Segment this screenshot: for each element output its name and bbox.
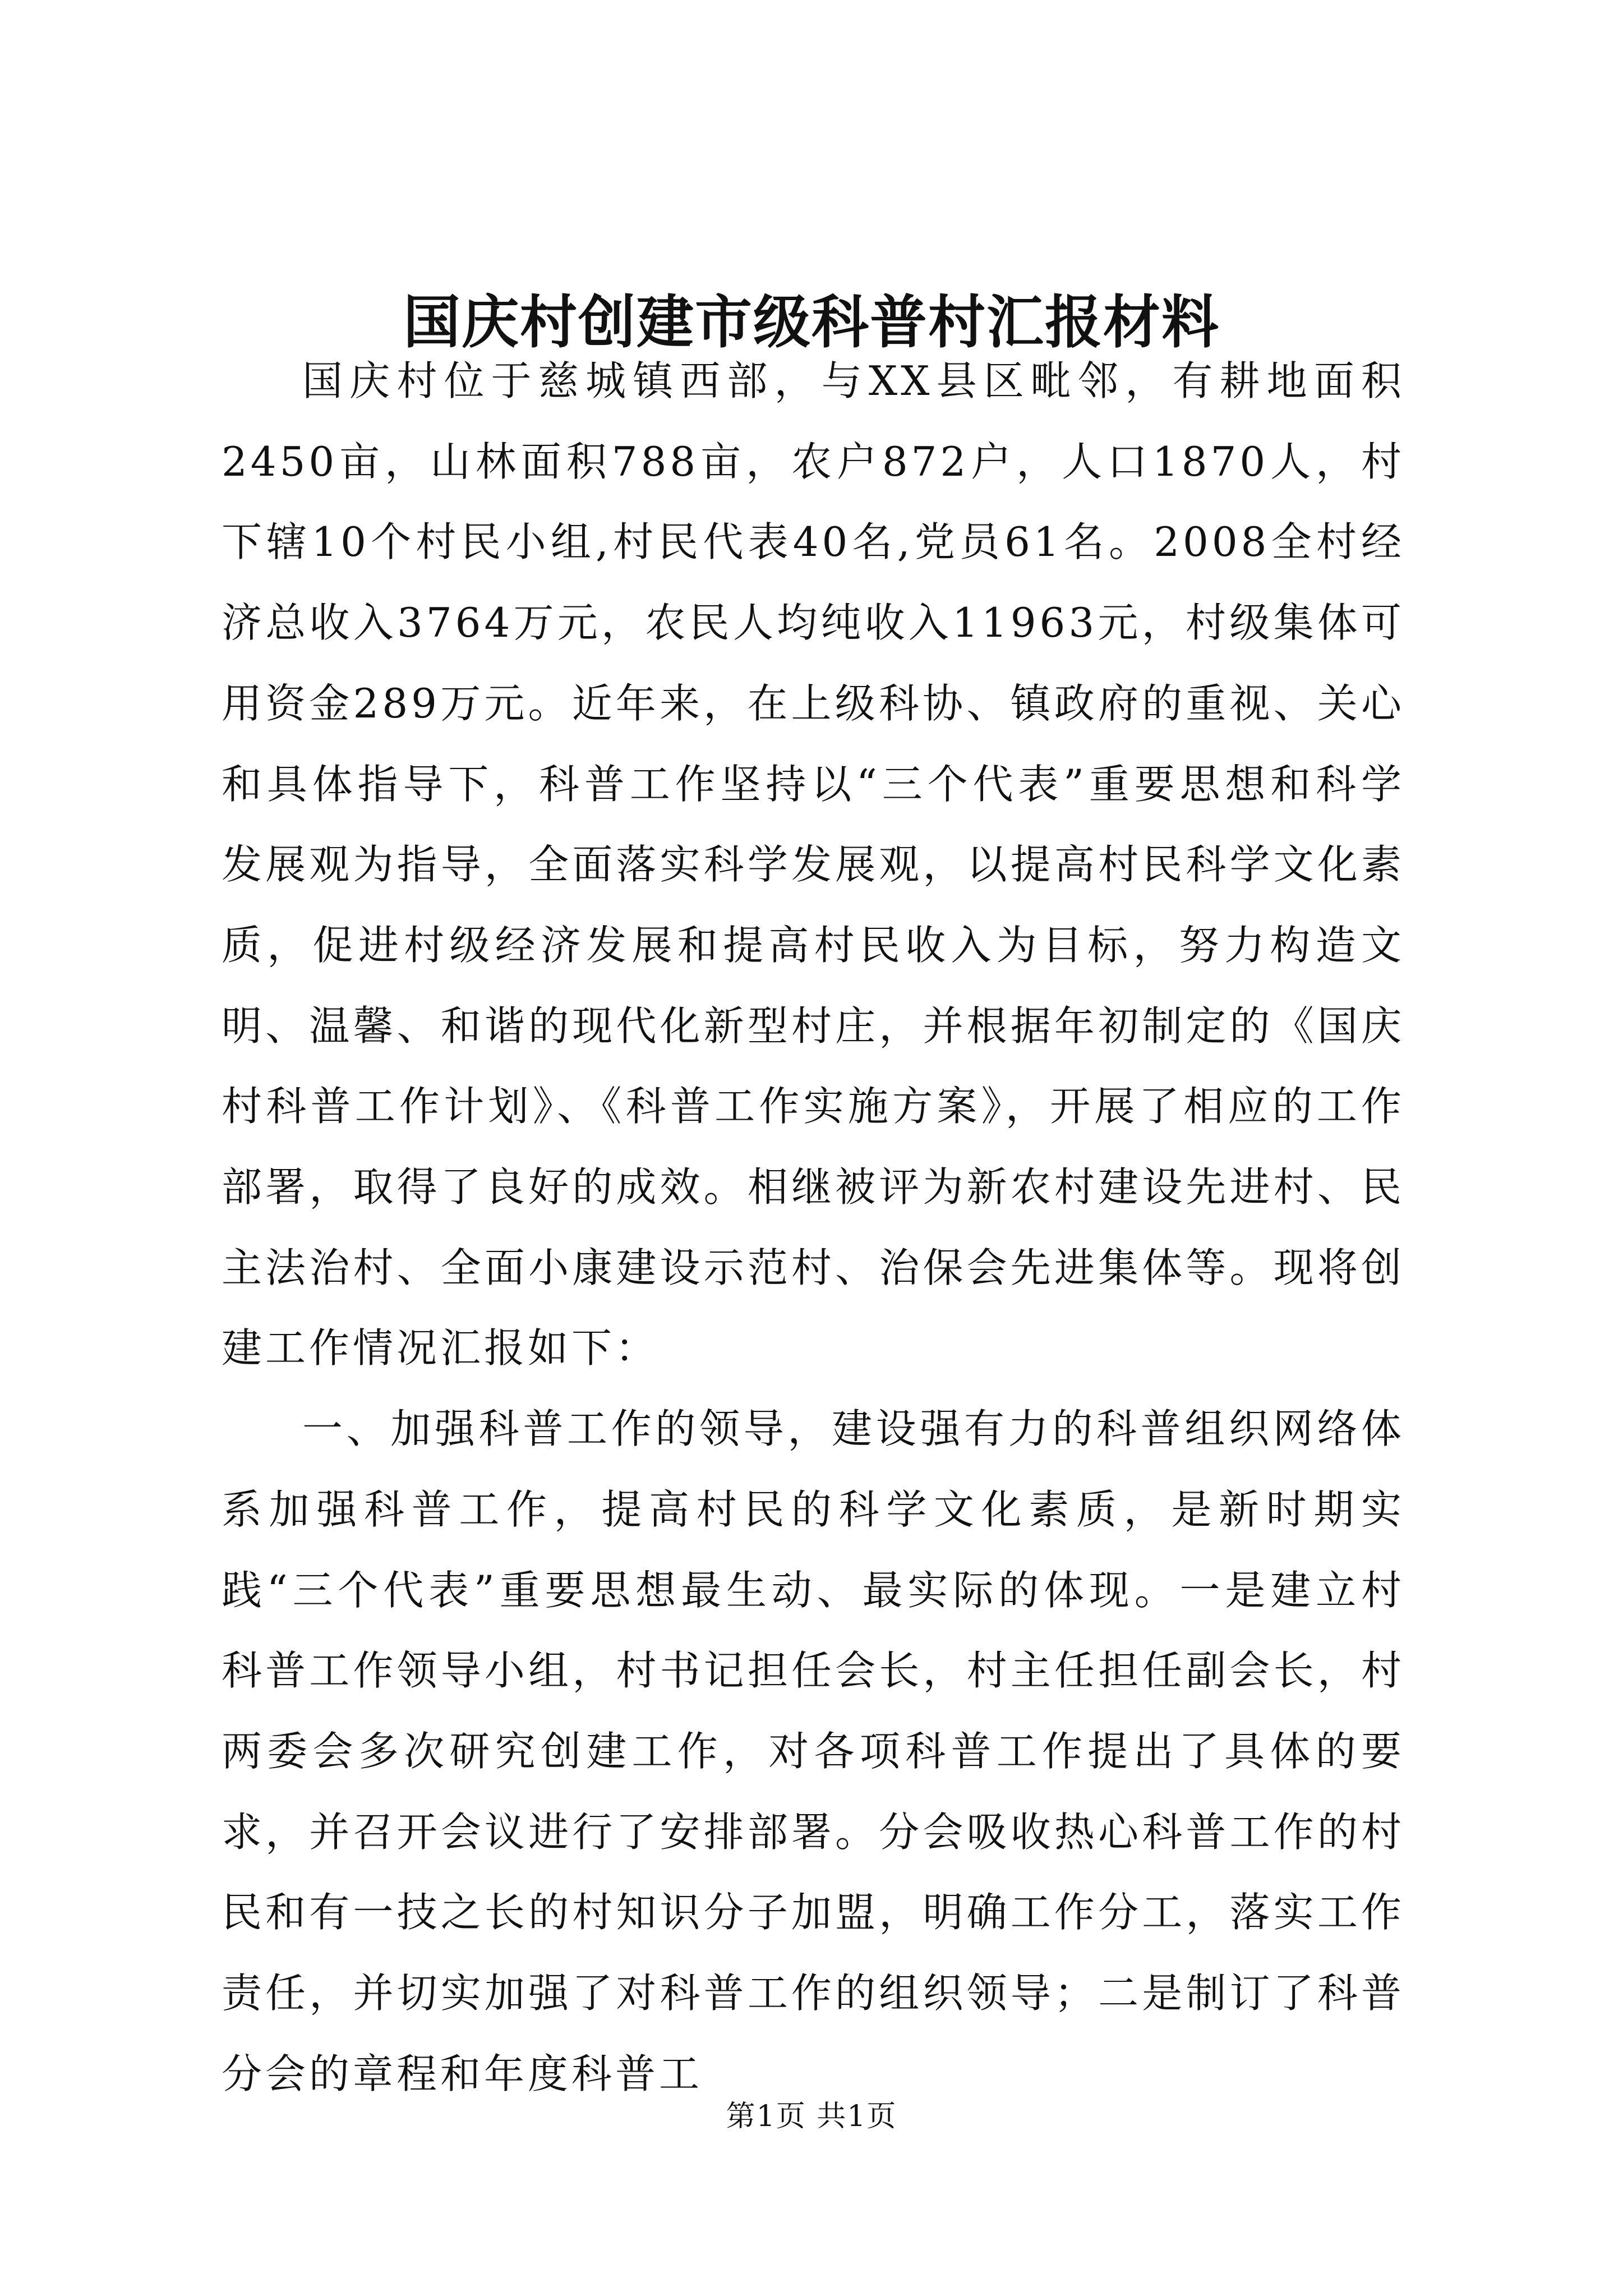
paragraph-intro: 国庆村位于慈城镇西部，与XX县区毗邻，有耕地面积2450亩，山林面积788亩，农户872户，人口1870人，村下辖10个村民小组,村民代表40名,党员61名。2008全村经济总收入3764万元，农民人均纯收入11963元，村级集体可用资金289万元。近年来，在上级科协、镇政府的重视、关心和具体指导下，科普工作坚持以“三个代表”重要思想和科学发展观为指导，全面落实科学发展观，以提高村民科学文化素质，促进村级经济发展和提高村民收入为目标，努力构造文明、温馨、和谐的现代化新型村庄，并根据年初制定的《国庆村科普工作计划》、《科普工作实施方案》，开展了相应的工作部署，取得了良好的成效。相继被评为新农村建设先进村、民主法治村、全面小康建设示范村、治保会先进集体等。现将创建工作情况汇报如下：: [222, 357, 1405, 1372]
page-footer: 第1页 共1页: [726, 2100, 897, 2133]
document-title: 国庆村创建市级科普村汇报材料: [403, 289, 1220, 356]
paragraph-section-one: 一、加强科普工作的领导，建设强有力的科普组织网络体系加强科普工作，提高村民的科学文化素质，是新时期实践“三个代表”重要思想最生动、最实际的体现。一是建立村科普工作领导小组，村书记担任会长，村主任担任副会长，村两委会多次研究创建工作，对各项科普工作提出了具体的要求，并召开会议进行了安排部署。分会吸收热心科普工作的村民和有一技之长的村知识分子加盟，明确工作分工，落实工作责任，并切实加强了对科普工作的组织领导；二是制订了科普分会的章程和年度科普工: [222, 1405, 1405, 2097]
document-body: [222, 341, 1405, 2114]
